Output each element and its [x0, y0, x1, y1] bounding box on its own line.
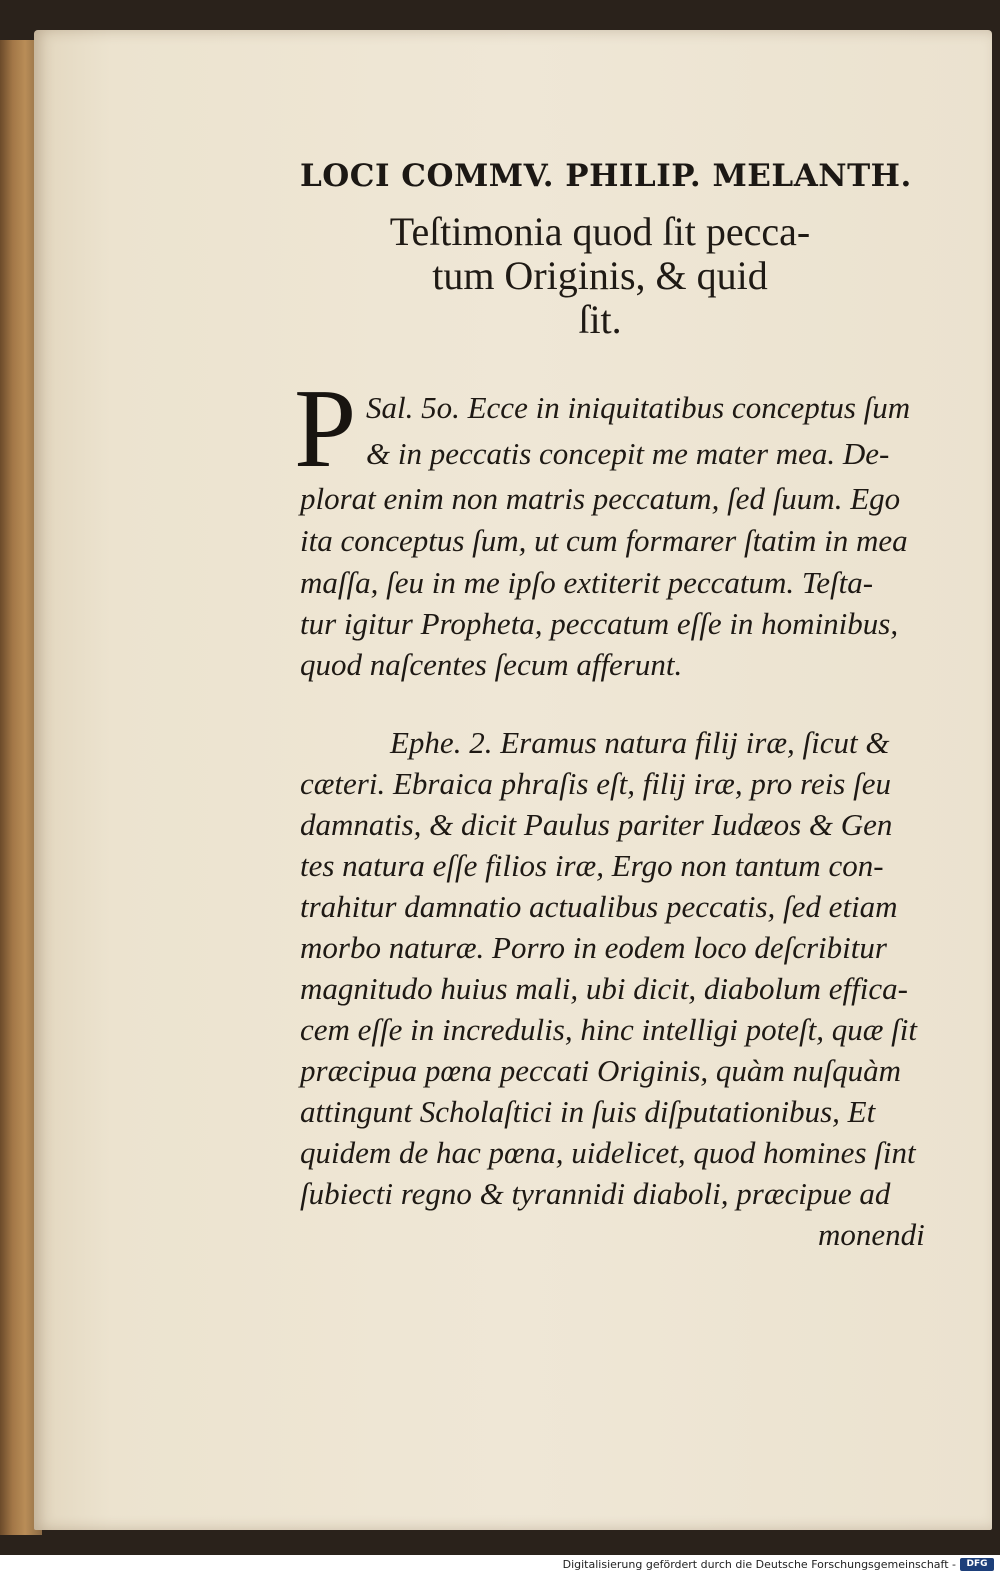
dfg-logo: DFG: [960, 1558, 994, 1571]
text-line: ſubiecti regno & tyrannidi diaboli, præcipue ad: [300, 1176, 891, 1211]
catchword: monendi: [818, 1217, 925, 1252]
text-line: tes natura eſſe filios iræ, Ergo non tantum con-: [300, 848, 884, 883]
text-line: Ephe. 2. Eramus natura filij iræ, ſicut &: [390, 725, 890, 760]
title-line-1: Teſtimonia quod ſit pecca-: [389, 209, 811, 254]
title-line-3: ſit.: [578, 297, 622, 342]
text-line: & in peccatis concepit me mater mea. De-: [366, 436, 890, 471]
text-line: præcipua pœna peccati Originis, quàm nuſquàm: [300, 1053, 902, 1088]
section-title: [360, 210, 840, 342]
text-line: quidem de hac pœna, uidelicet, quod homines ſint: [300, 1135, 916, 1170]
text-line: cem eſſe in incredulis, hinc intelligi poteſt, quæ ſit: [300, 1012, 918, 1047]
text-line: magnitudo huius mali, ubi dicit, diabolum effica-: [300, 971, 908, 1006]
title-line-2: tum Originis, & quid: [432, 253, 768, 298]
text-line: tur igitur Propheta, peccatum eſſe in hominibus,: [300, 606, 899, 641]
text-line: attingunt Scholaſtici in ſuis diſputationibus, Et: [300, 1094, 876, 1129]
text-line: damnatis, & dicit Paulus pariter Iudæos & Gen: [300, 807, 893, 842]
text-line: plorat enim non matris peccatum, ſed ſuum. Ego: [300, 481, 901, 516]
running-head: LOCI COMMV. PHILIP. MELANTH.: [300, 158, 912, 194]
drop-capital: P: [294, 367, 357, 491]
text-line: maſſa, ſeu in me ipſo extiterit peccatum. Teſta-: [300, 565, 874, 600]
footer-credit: Digitalisierung gefördert durch die Deutsche Forschungsgemeinschaft -: [562, 1558, 956, 1571]
digitization-footer: [0, 1555, 1000, 1575]
text-line: morbo naturæ. Porro in eodem loco deſcribitur: [300, 930, 887, 965]
text-line: ita conceptus ſum, ut cum formarer ſtatim in mea: [300, 523, 908, 558]
text-line: trahitur damnatio actualibus peccatis, ſed etiam: [300, 889, 898, 924]
text-line: quod naſcentes ſecum afferunt.: [300, 647, 683, 682]
text-line: cæteri. Ebraica phraſis eſt, filij iræ, pro reis ſeu: [300, 766, 891, 801]
text-line: Sal. 5o. Ecce in iniquitatibus conceptus ſum: [366, 390, 911, 425]
